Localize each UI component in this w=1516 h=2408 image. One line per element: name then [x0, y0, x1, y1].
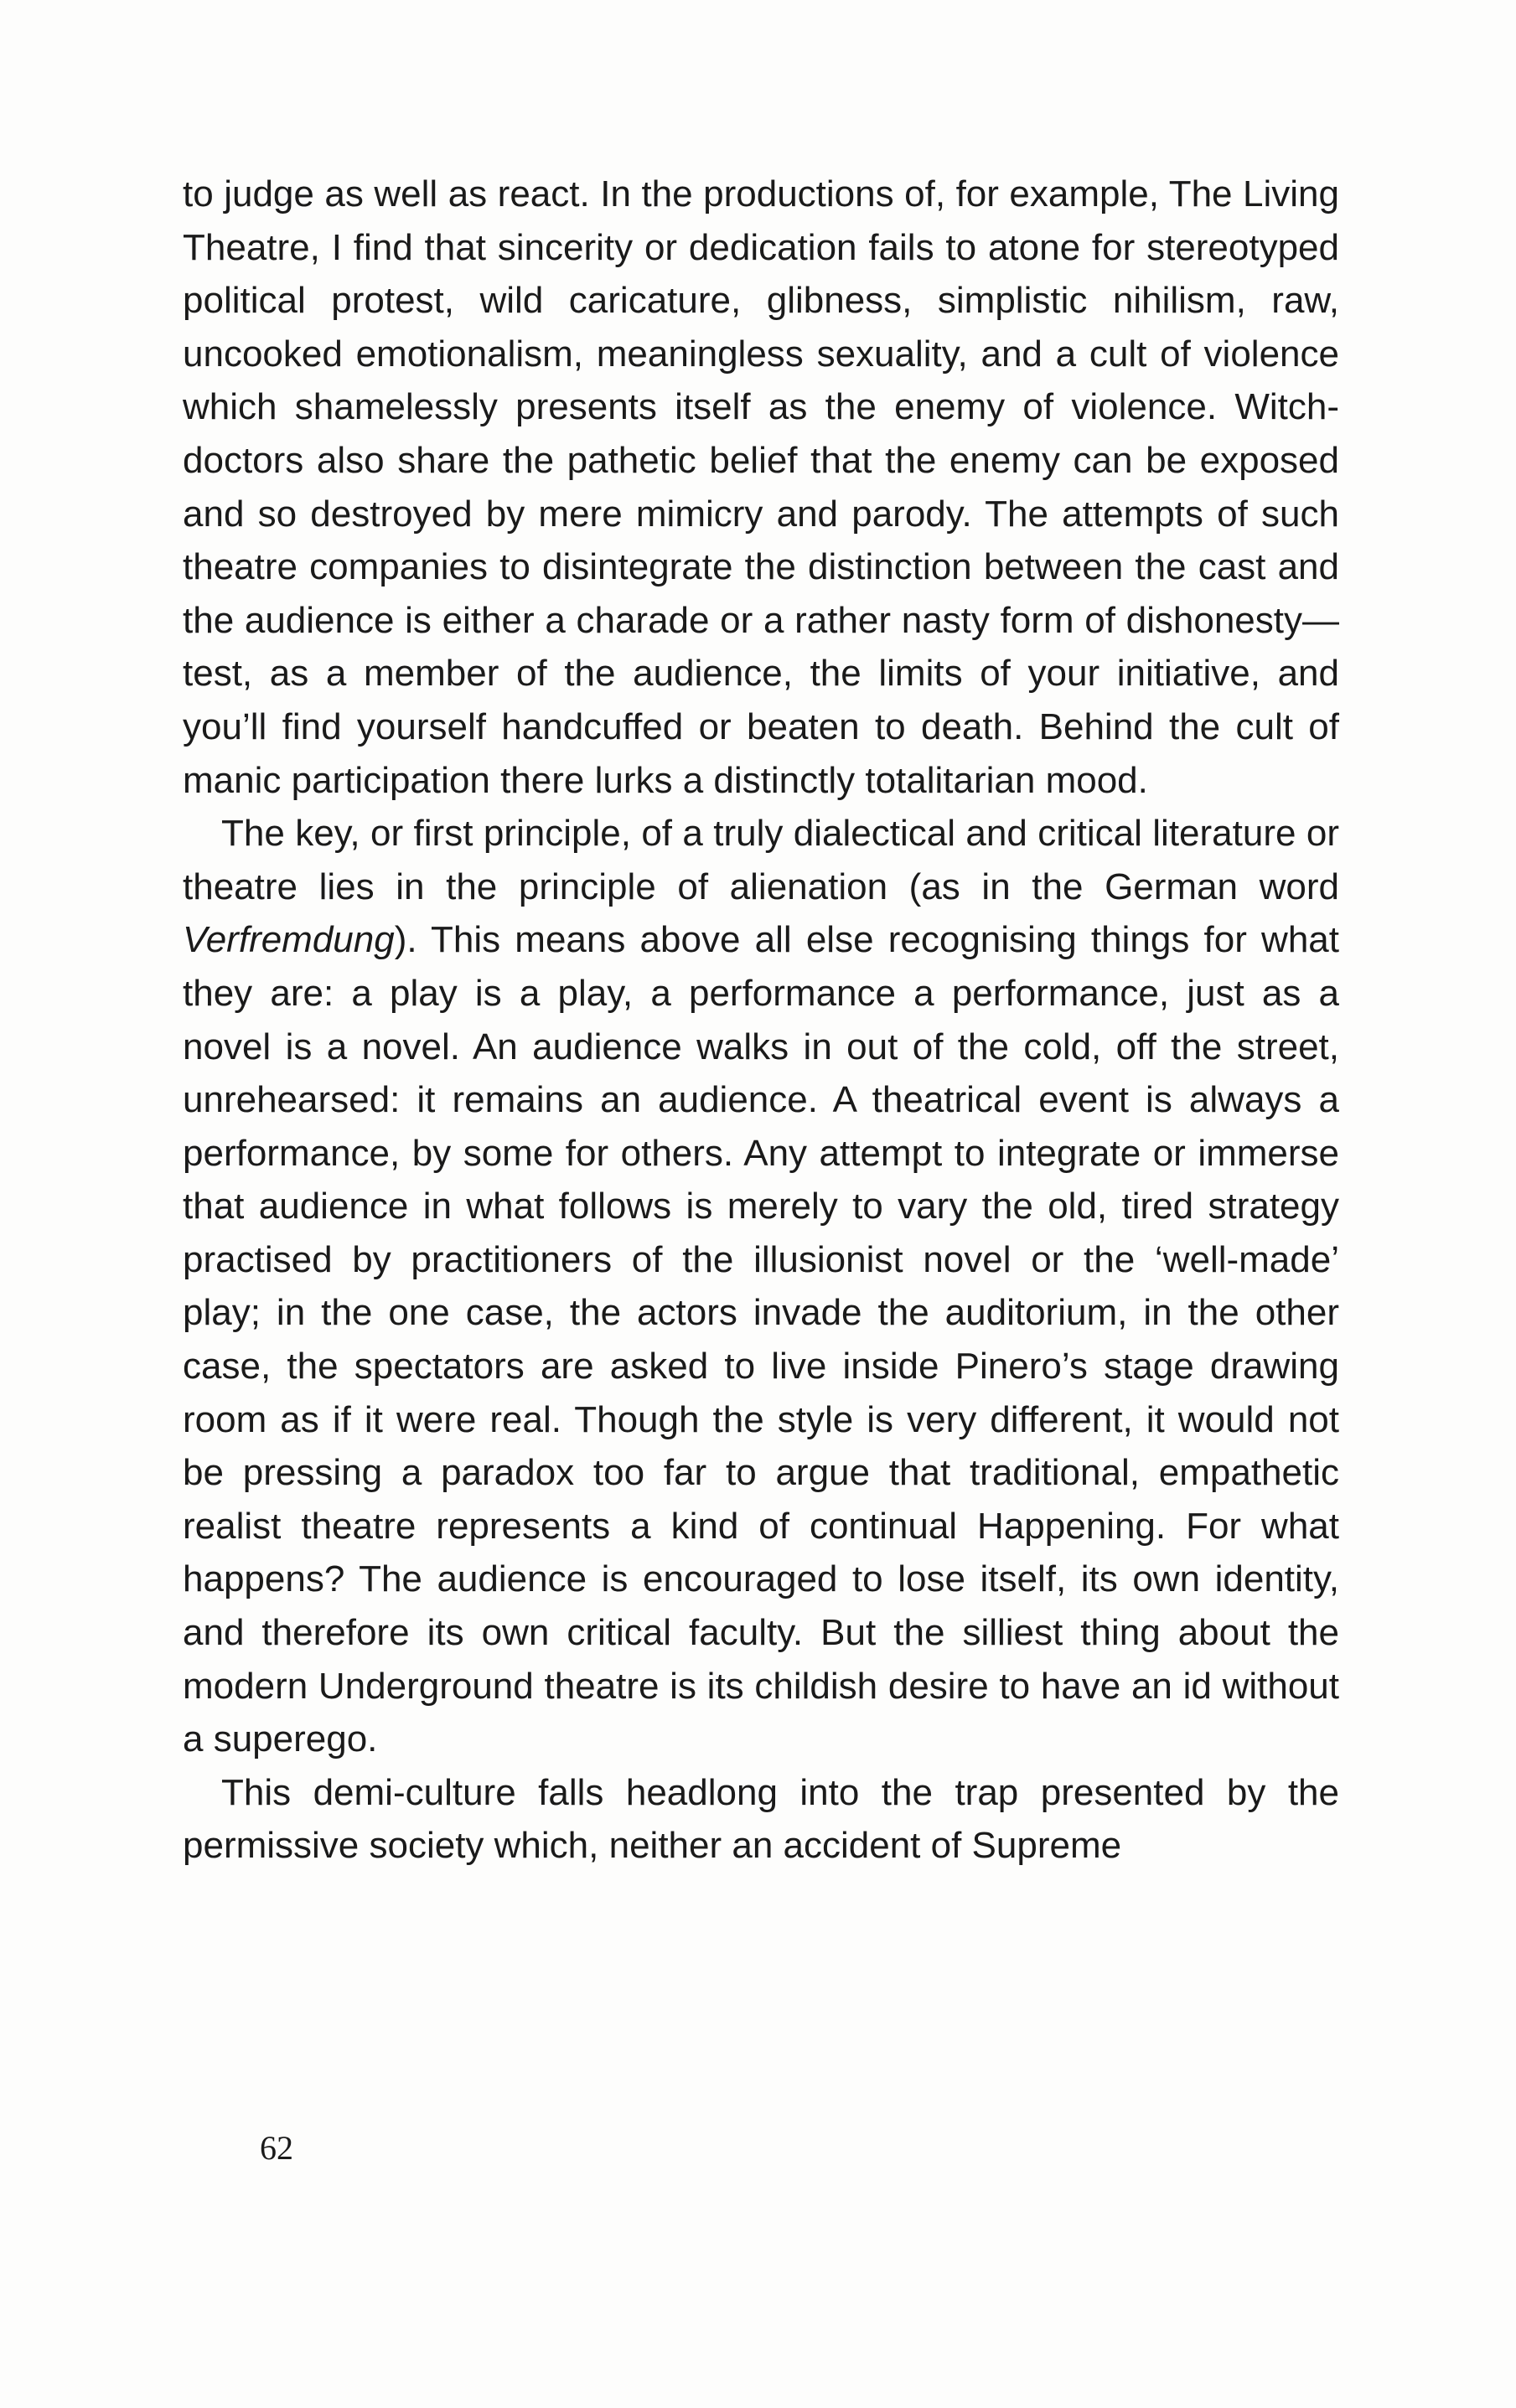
paragraph-3: This demi-culture falls headlong into the trap presented by the permissive society which, neither an accident of Supreme [183, 1771, 1339, 1867]
page-number: 62 [260, 2129, 293, 2167]
paragraph-2-end: ). This means above all else recognising things for what they are: a play is a play, a performance a performance, just as a novel is a novel. An audience walks in out of the cold, off the street, unrehearsed: it remains an audience. A theatrical event is always a performance, by some for others. Any attempt to integrate or immerse that audience in what follows is merely to vary the old, tired strategy practised by practitioners of the illusionist novel or the ‘well-made’ play; in the one case, the actors invade the auditorium, in the other case, the spectators are asked to live inside Pinero’s stage drawing room as if it were real. Though the style is very different, it would not be pressing a paradox too far to argue that traditional, empathetic realist theatre represents a kind of continual Happening. For what happens? The audience is encouraged to lose itself, its own identity, and therefore its own critical faculty. But the silliest thing about the modern Underground theatre is its childish desire to have an id without a superego. [183, 919, 1339, 1760]
paragraph-1: to judge as well as react. In the productions of, for example, The Living Theatre, I find that sincerity or dedication fails to atone for stereotyped political protest, wild caricature, glibness, simplistic nihilism, raw, uncooked emotionalism, meaningless sexuality, and a cult of violence which shamelessly presents itself as the enemy of violence. Witch-doctors also share the pathetic belief that the enemy can be exposed and so destroyed by mere mimicry and parody. The attempts of such theatre companies to disintegrate the distinction between the cast and the audience is either a charade or a rather nasty form of dishonesty—test, as a member of the audience, the limits of your initiative, and you’ll find yourself handcuffed or beaten to death. Behind the cult of manic participation there lurks a distinctly totalitarian mood. [183, 173, 1339, 801]
paragraph-2 [183, 807, 1339, 1766]
paragraph-2-start: The key, or first principle, of a truly dialectical and critical literature or theatre lies in the principle of alienation (as in the German word [183, 813, 1339, 907]
italic-term: Verfremdung [183, 919, 395, 961]
body-text [183, 168, 1339, 1873]
